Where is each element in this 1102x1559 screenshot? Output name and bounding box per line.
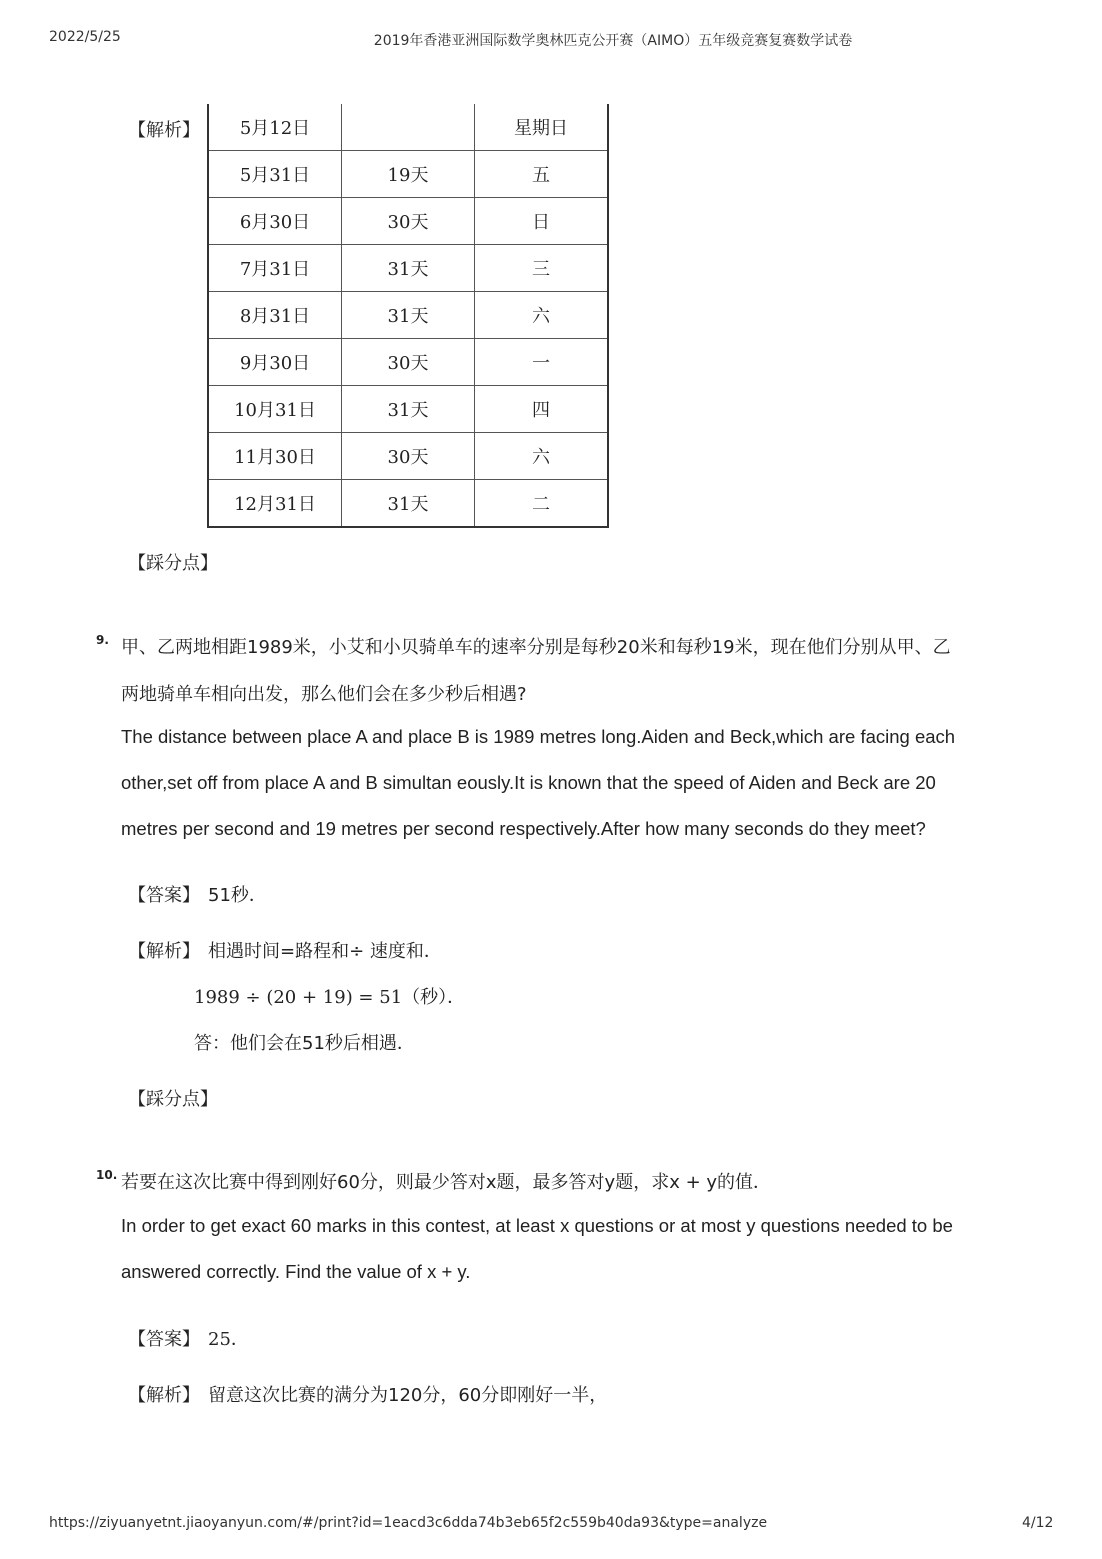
table-cell-weekday: 一: [475, 339, 609, 386]
table-row: [208, 292, 608, 339]
q10-chinese-text: 若要在这次比赛中得到刚好60分，则最少答对x题，最多答对y题，求x + y的值．: [121, 1172, 772, 1193]
q9-analysis: 相遇时间=路程和÷ 速度和．: [208, 941, 442, 962]
q10-answer-label: 【答案】: [128, 1329, 200, 1350]
table-cell-date: 7月31日: [208, 245, 342, 292]
table-row: [208, 198, 608, 245]
table-cell-date: 10月31日: [208, 386, 342, 433]
table-row: [208, 104, 608, 151]
q10-english-text-1: In order to get exact 60 marks in this contest, at least x questions or at most y questions needed to be: [121, 1215, 953, 1236]
table-cell-days: 19天: [342, 151, 475, 198]
table-cell-weekday: 星期日: [475, 104, 609, 151]
table-row: [208, 151, 608, 198]
table-cell-date: 8月31日: [208, 292, 342, 339]
q10-number: 10.: [96, 1168, 118, 1182]
table-cell-date: 11月30日: [208, 433, 342, 480]
table-cell-date: 5月31日: [208, 151, 342, 198]
q10-analysis: 留意这次比赛的满分为120分，60分即刚好一半，: [208, 1385, 608, 1406]
print-date: 2022/5/25: [49, 29, 121, 45]
q9-analysis-label: 【解析】: [128, 941, 200, 962]
table-cell-days: 31天: [342, 292, 475, 339]
q9-points-label: 【踩分点】: [128, 1089, 218, 1110]
table-cell-weekday: 四: [475, 386, 609, 433]
table-cell-weekday: 二: [475, 480, 609, 528]
page-number: 4/12: [1022, 1515, 1054, 1531]
table-cell-date: 5月12日: [208, 104, 342, 151]
table-row: [208, 339, 608, 386]
table-cell-days: 30天: [342, 339, 475, 386]
q9-number: 9.: [96, 633, 109, 647]
q10-analysis-label: 【解析】: [128, 1385, 200, 1406]
table-cell-days: 31天: [342, 245, 475, 292]
q10-answer: 25．: [208, 1329, 249, 1350]
table-cell-weekday: 日: [475, 198, 609, 245]
q9-calculation: 1989 ÷ (20 + 19) = 51（秒）．: [194, 987, 466, 1008]
q9-reply: 答：他们会在51秒后相遇．: [194, 1033, 415, 1054]
table-row: [208, 480, 608, 528]
table-cell-weekday: 六: [475, 433, 609, 480]
table-row: [208, 245, 608, 292]
q9-answer: 51秒．: [208, 885, 267, 906]
q8-calendar-table: [207, 104, 609, 528]
table-row: [208, 433, 608, 480]
table-cell-date: 12月31日: [208, 480, 342, 528]
table-row: [208, 386, 608, 433]
table-cell-days: 30天: [342, 433, 475, 480]
table-cell-days: 31天: [342, 480, 475, 528]
q8-analysis-label: 【解析】: [128, 120, 200, 141]
q8-points-label: 【踩分点】: [128, 553, 218, 574]
table-cell-weekday: 五: [475, 151, 609, 198]
source-url: https://ziyuanyetnt.jiaoyanyun.com/#/print?id=1eacd3c6dda74b3eb65f2c559b40da93&type=analyze: [49, 1515, 768, 1531]
q9-english-text-3: metres per second and 19 metres per second respectively.After how many seconds do they meet?: [121, 818, 926, 839]
q10-english-text-2: answered correctly. Find the value of x + y.: [121, 1261, 471, 1282]
table-cell-date: 6月30日: [208, 198, 342, 245]
q9-chinese-text-2: 两地骑单车相向出发，那么他们会在多少秒后相遇?: [121, 684, 527, 705]
q9-chinese-text-1: 甲、乙两地相距1989米，小艾和小贝骑单车的速率分别是每秒20米和每秒19米，现在他们分别从甲、乙: [121, 637, 951, 658]
table-cell-days: [342, 104, 475, 151]
q9-english-text-1: The distance between place A and place B is 1989 metres long.Aiden and Beck,which are facing each: [121, 726, 956, 747]
table-cell-days: 30天: [342, 198, 475, 245]
table-cell-days: 31天: [342, 386, 475, 433]
table-cell-weekday: 六: [475, 292, 609, 339]
q9-english-text-2: other,set off from place A and B simultan eously.It is known that the speed of Aiden and Beck are 20: [121, 772, 936, 793]
table-cell-weekday: 三: [475, 245, 609, 292]
q9-answer-label: 【答案】: [128, 885, 200, 906]
table-cell-date: 9月30日: [208, 339, 342, 386]
document-title: 2019年香港亚洲国际数学奥林匹克公开赛（AIMO）五年级竞赛复赛数学试卷: [373, 33, 853, 49]
